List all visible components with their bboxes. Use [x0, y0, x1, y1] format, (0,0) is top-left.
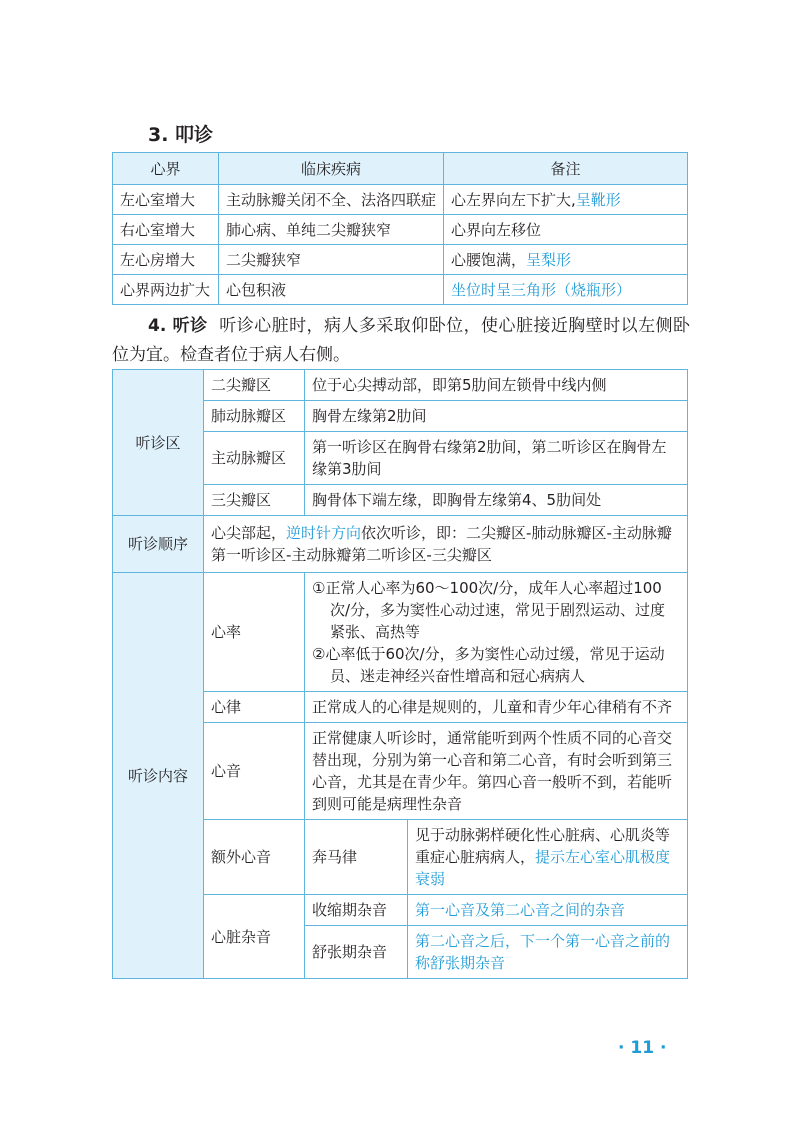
cell-border: 右心室增大 — [113, 215, 219, 245]
sound-desc: 正常健康人听诊时，通常能听到两个性质不同的心音交替出现，分别为第一心音和第二心音，有时会听到第三心音，尤其是在青少年。第四心音一般听不到，若能听到则可能是病理性杂音 — [305, 723, 688, 820]
cell-border: 左心室增大 — [113, 185, 219, 215]
cell-remark: 心界向左移位 — [444, 215, 688, 245]
cell-disease: 主动脉瓣关闭不全、法洛四联症 — [219, 185, 444, 215]
cell-remark: 坐位时呈三角形（烧瓶形） — [444, 275, 688, 305]
area-desc: 胸骨体下端左缘，即胸骨左缘第4、5肋间处 — [305, 485, 688, 516]
table-row — [113, 573, 688, 692]
area-name: 主动脉瓣区 — [204, 432, 305, 485]
area-desc: 胸骨左缘第2肋间 — [305, 401, 688, 432]
header-remarks: 备注 — [444, 153, 688, 185]
cell-remark: 心左界向左下扩大,呈靴形 — [444, 185, 688, 215]
diastolic-label: 舒张期杂音 — [305, 926, 408, 979]
rate-item-1: ①正常人心率为60～100次/分，成年人心率超过100次/分，多为窦性心动过速，常见于剧烈运动、过度紧张、高热等 — [312, 579, 666, 641]
table-row — [113, 516, 688, 573]
cell-border: 心界两边扩大 — [113, 275, 219, 305]
percussion-table — [112, 152, 688, 305]
gallop-desc: 见于动脉粥样硬化性心脏病、心肌炎等重症心脏病病人，提示左心室心肌极度衰弱 — [408, 820, 688, 895]
cell-border: 左心房增大 — [113, 245, 219, 275]
section-4-text: 听诊心脏时，病人多采取仰卧位，使心脏接近胸壁时以左侧卧位为宜。检查者位于病人右侧。 — [112, 316, 690, 365]
rate-desc — [305, 573, 688, 692]
rate-item-2: ②心率低于60次/分，多为窦性心动过缓，常见于运动员、迷走神经兴奋性增高和冠心病病人 — [312, 645, 665, 685]
content-rhythm: 心律 — [204, 692, 305, 723]
page-number: · 11 · — [618, 1038, 667, 1058]
header-clinical-disease: 临床疾病 — [219, 153, 444, 185]
cell-disease: 心包积液 — [219, 275, 444, 305]
area-desc: 第一听诊区在胸骨右缘第2肋间，第二听诊区在胸骨左缘第3肋间 — [305, 432, 688, 485]
area-name: 三尖瓣区 — [204, 485, 305, 516]
section-4-title: 4. 听诊 — [148, 316, 208, 336]
content-murmur: 心脏杂音 — [204, 895, 305, 979]
content-sound: 心音 — [204, 723, 305, 820]
table-row — [113, 245, 688, 275]
table-header-row — [113, 153, 688, 185]
content-rate: 心率 — [204, 573, 305, 692]
content-extra-sound: 额外心音 — [204, 820, 305, 895]
section-3-title: 3. 叩诊 — [148, 124, 214, 146]
diastolic-desc: 第二心音之后，下一个第一心音之前的称舒张期杂音 — [408, 926, 688, 979]
category-auscultation-order: 听诊顺序 — [113, 516, 204, 573]
table-row — [113, 185, 688, 215]
auscultation-table — [112, 369, 688, 979]
category-auscultation-area: 听诊区 — [113, 370, 204, 516]
category-auscultation-content: 听诊内容 — [113, 573, 204, 979]
order-desc: 心尖部起，逆时针方向依次听诊，即：二尖瓣区-肺动脉瓣区-主动脉瓣第一听诊区-主动脉瓣第二听诊区-三尖瓣区 — [204, 516, 688, 573]
section-4-paragraph — [112, 312, 690, 370]
area-name: 肺动脉瓣区 — [204, 401, 305, 432]
area-desc: 位于心尖搏动部，即第5肋间左锁骨中线内侧 — [305, 370, 688, 401]
systolic-desc: 第一心音及第二心音之间的杂音 — [408, 895, 688, 926]
table-row — [113, 275, 688, 305]
header-cardiac-border: 心界 — [113, 153, 219, 185]
table-row — [113, 215, 688, 245]
table-row — [113, 370, 688, 401]
cell-disease: 二尖瓣狭窄 — [219, 245, 444, 275]
cell-remark: 心腰饱满，呈梨形 — [444, 245, 688, 275]
cell-disease: 肺心病、单纯二尖瓣狭窄 — [219, 215, 444, 245]
area-name: 二尖瓣区 — [204, 370, 305, 401]
systolic-label: 收缩期杂音 — [305, 895, 408, 926]
gallop-label: 奔马律 — [305, 820, 408, 895]
rhythm-desc: 正常成人的心律是规则的，儿童和青少年心律稍有不齐 — [305, 692, 688, 723]
